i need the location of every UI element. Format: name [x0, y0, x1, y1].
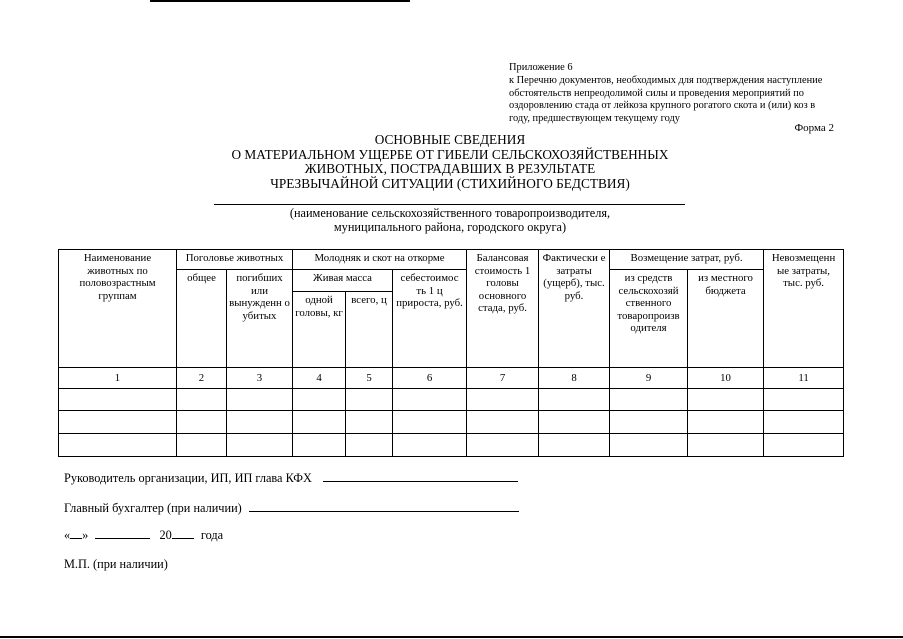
- date-suffix: года: [200, 528, 224, 542]
- table-cell[interactable]: [764, 411, 844, 434]
- title-line: ОСНОВНЫЕ СВЕДЕНИЯ: [374, 132, 526, 147]
- column-number: 5: [346, 368, 393, 389]
- date-year-line[interactable]: [172, 528, 194, 539]
- document-title: [215, 133, 685, 191]
- table-cell[interactable]: [59, 389, 177, 411]
- table-cell[interactable]: [393, 411, 467, 434]
- date-month-line[interactable]: [95, 528, 150, 539]
- table-cell[interactable]: [293, 434, 346, 457]
- stamp-label: М.П. (при наличии): [64, 557, 168, 571]
- table-cell[interactable]: [610, 389, 688, 411]
- table-cell[interactable]: [688, 434, 764, 457]
- column-number: 1: [59, 368, 177, 389]
- producer-name-line: [214, 204, 685, 205]
- form-label: Форма 2: [794, 122, 834, 134]
- head-signature-line[interactable]: [323, 471, 518, 482]
- header-live-weight: Живая масса: [293, 270, 393, 292]
- table-cell[interactable]: [293, 389, 346, 411]
- header-from-producer: из средств сельскохозяй ственного товаропроизв одителя: [610, 270, 688, 368]
- header-animal-groups: Наименование животных по половозрастным группам: [59, 250, 177, 368]
- table-cell[interactable]: [346, 434, 393, 457]
- column-number: 9: [610, 368, 688, 389]
- column-number-row: [59, 368, 844, 389]
- table-cell[interactable]: [688, 389, 764, 411]
- date-year-prefix: 20: [159, 528, 172, 542]
- table-cell[interactable]: [688, 411, 764, 434]
- table-cell[interactable]: [467, 411, 539, 434]
- table-cell[interactable]: [293, 411, 346, 434]
- head-signature-label: Руководитель организации, ИП, ИП глава КФХ: [64, 471, 312, 485]
- date-day-line[interactable]: [70, 528, 82, 539]
- header-uncompensated: Невозмещенн ые затраты, тыс. руб.: [764, 250, 844, 368]
- header-livestock-dead: погибших или вынужденн о убитых: [227, 270, 293, 368]
- header-young-stock: Молодняк и скот на откорме: [293, 250, 467, 270]
- table-cell[interactable]: [227, 411, 293, 434]
- appendix-line: к Перечню документов, необходимых для подтверждения наступление: [509, 75, 823, 87]
- header-actual-costs: Фактически е затраты (ущерб), тыс. руб.: [539, 250, 610, 368]
- title-line: О МАТЕРИАЛЬНОМ УЩЕРБЕ ОТ ГИБЕЛИ СЕЛЬСКОХОЗЯЙСТВЕННЫХ: [231, 146, 669, 162]
- table-cell[interactable]: [467, 434, 539, 457]
- table-cell[interactable]: [346, 411, 393, 434]
- bottom-border-line: [0, 636, 903, 638]
- date-quote-close: »: [82, 528, 89, 542]
- table-cell[interactable]: [59, 434, 177, 457]
- column-number: 10: [688, 368, 764, 389]
- table-cell[interactable]: [610, 434, 688, 457]
- header-cost-per-centner: себестоимос ть 1 ц прироста, руб.: [393, 270, 467, 368]
- producer-caption: [215, 206, 685, 234]
- title-line: ЧРЕЗВЫЧАЙНОЙ СИТУАЦИИ (СТИХИЙНОГО БЕДСТВИЯ): [270, 175, 630, 191]
- appendix-line: оздоровлению стада от лейкоза крупного рогатого скота и (или) коз в: [509, 100, 816, 112]
- table-row: [59, 434, 844, 457]
- damage-table: [58, 249, 844, 457]
- header-weight-total: всего, ц: [346, 292, 393, 368]
- column-number: 4: [293, 368, 346, 389]
- table-cell[interactable]: [227, 434, 293, 457]
- header-livestock-total: общее: [177, 270, 227, 368]
- date-quote-open: «: [64, 528, 71, 542]
- top-border-line: [150, 0, 410, 2]
- table-cell[interactable]: [467, 389, 539, 411]
- title-line: ЖИВОТНЫХ, ПОСТРАДАВШИХ В РЕЗУЛЬТАТЕ: [304, 161, 596, 177]
- table-cell[interactable]: [393, 434, 467, 457]
- producer-caption-line: (наименование сельскохозяйственного товаропроизводителя,: [289, 206, 611, 220]
- accountant-signature-label: Главный бухгалтер (при наличии): [64, 501, 242, 515]
- appendix-line: Приложение 6: [509, 62, 573, 73]
- table-cell[interactable]: [539, 434, 610, 457]
- table-cell[interactable]: [177, 389, 227, 411]
- column-number: 8: [539, 368, 610, 389]
- header-compensation: Возмещение затрат, руб.: [610, 250, 764, 270]
- accountant-signature-line[interactable]: [249, 501, 519, 512]
- header-livestock: Поголовье животных: [177, 250, 293, 270]
- column-number: 11: [764, 368, 844, 389]
- header-local-budget: из местного бюджета: [688, 270, 764, 368]
- column-number: 2: [177, 368, 227, 389]
- table-row: [59, 411, 844, 434]
- appendix-line: обстоятельств непреодолимой силы и проведения мероприятий по: [509, 87, 804, 99]
- table-cell[interactable]: [539, 411, 610, 434]
- table-cell[interactable]: [177, 411, 227, 434]
- table-cell[interactable]: [177, 434, 227, 457]
- column-number: 3: [227, 368, 293, 389]
- appendix-note: [509, 62, 844, 125]
- head-signature-row: [64, 471, 518, 486]
- table-cell[interactable]: [610, 411, 688, 434]
- date-row: [64, 528, 223, 543]
- column-number: 6: [393, 368, 467, 389]
- appendix-line: году, предшествующем текущему году: [509, 112, 680, 124]
- header-balance-value: Балансовая стоимость 1 головы основного стада, руб.: [467, 250, 539, 368]
- accountant-signature-row: [64, 501, 519, 516]
- table-cell[interactable]: [539, 389, 610, 411]
- column-number: 7: [467, 368, 539, 389]
- table-cell[interactable]: [346, 389, 393, 411]
- header-weight-one-head: одной головы, кг: [293, 292, 346, 368]
- producer-caption-line: муниципального района, городского округа): [333, 220, 567, 234]
- table-cell[interactable]: [59, 411, 177, 434]
- table-cell[interactable]: [764, 434, 844, 457]
- table-cell[interactable]: [227, 389, 293, 411]
- table-cell[interactable]: [393, 389, 467, 411]
- table-cell[interactable]: [764, 389, 844, 411]
- table-row: [59, 389, 844, 411]
